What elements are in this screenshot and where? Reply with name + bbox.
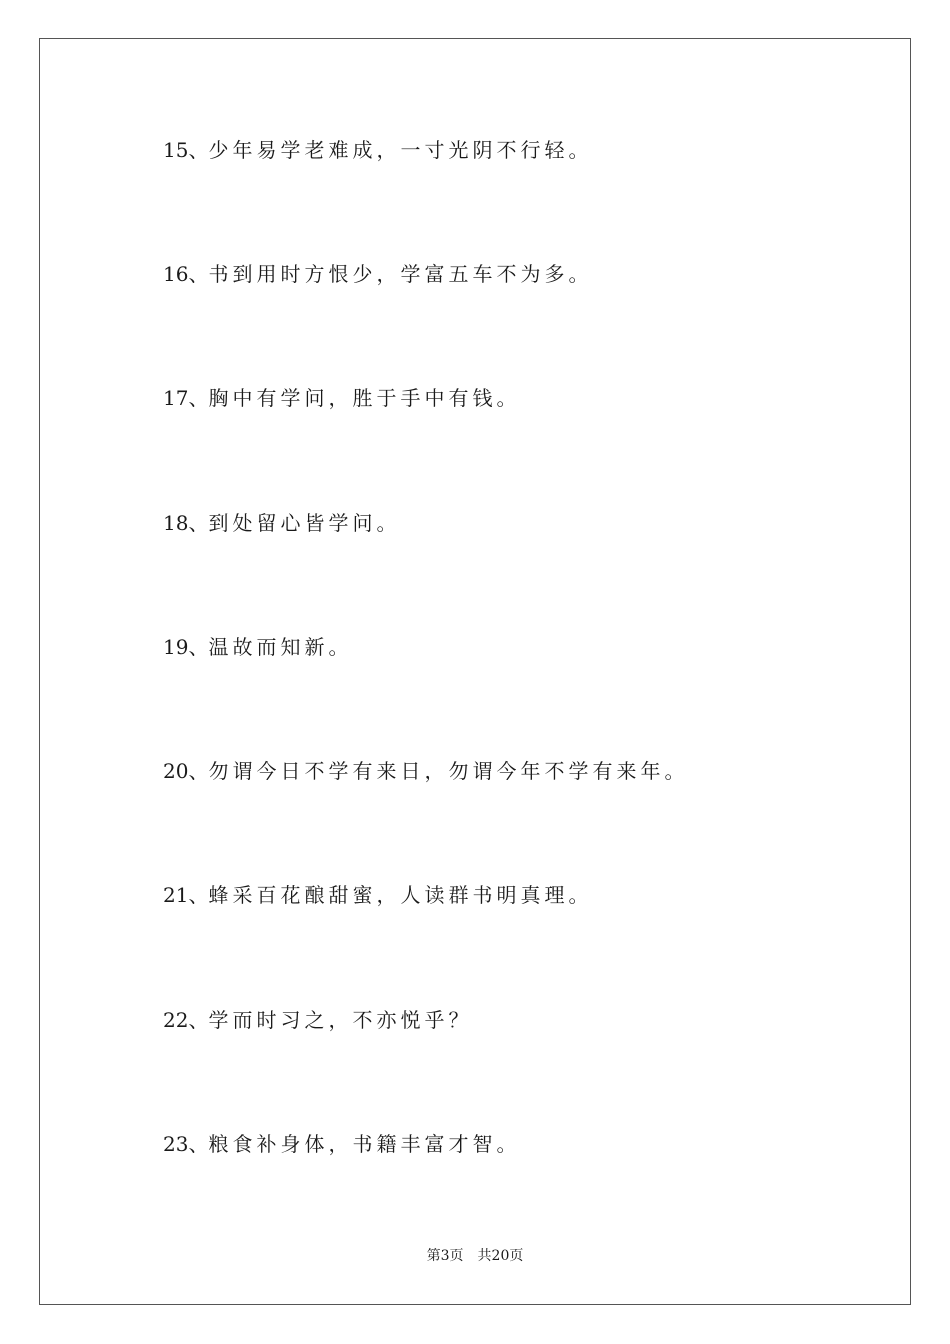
item-number: 17、 [163,386,209,410]
page-footer [0,1247,950,1265]
list-item [163,1131,520,1157]
item-text: 温故而知新。 [208,635,353,659]
list-item [163,510,400,536]
item-text: 胸中有学问，胜于手中有钱。 [208,386,521,410]
page-border [39,38,911,1305]
item-number: 18、 [163,511,209,535]
list-item [163,137,592,163]
item-number: 22、 [163,1008,209,1032]
item-number: 19、 [163,635,209,659]
item-text: 勿谓今日不学有来日，勿谓今年不学有来年。 [208,759,689,783]
list-item [163,385,520,411]
item-text: 粮食补身体，书籍丰富才智。 [208,1132,521,1156]
list-item [163,1007,472,1033]
item-text: 书到用时方恨少，学富五车不为多。 [208,262,593,286]
item-number: 20、 [163,759,209,783]
list-item [163,261,592,287]
item-text: 学而时习之，不亦悦乎？ [208,1008,473,1032]
item-number: 16、 [163,262,209,286]
list-item [163,882,592,908]
item-number: 15、 [163,138,209,162]
item-number: 21、 [163,883,209,907]
page-total: 共20页 [477,1248,524,1264]
item-number: 23、 [163,1132,209,1156]
item-text: 到处留心皆学问。 [208,511,401,535]
page-number: 第3页 [426,1248,464,1264]
list-item [163,758,688,784]
item-text: 少年易学老难成，一寸光阴不行轻。 [208,138,593,162]
item-text: 蜂采百花酿甜蜜，人读群书明真理。 [208,883,593,907]
list-item [163,634,352,660]
